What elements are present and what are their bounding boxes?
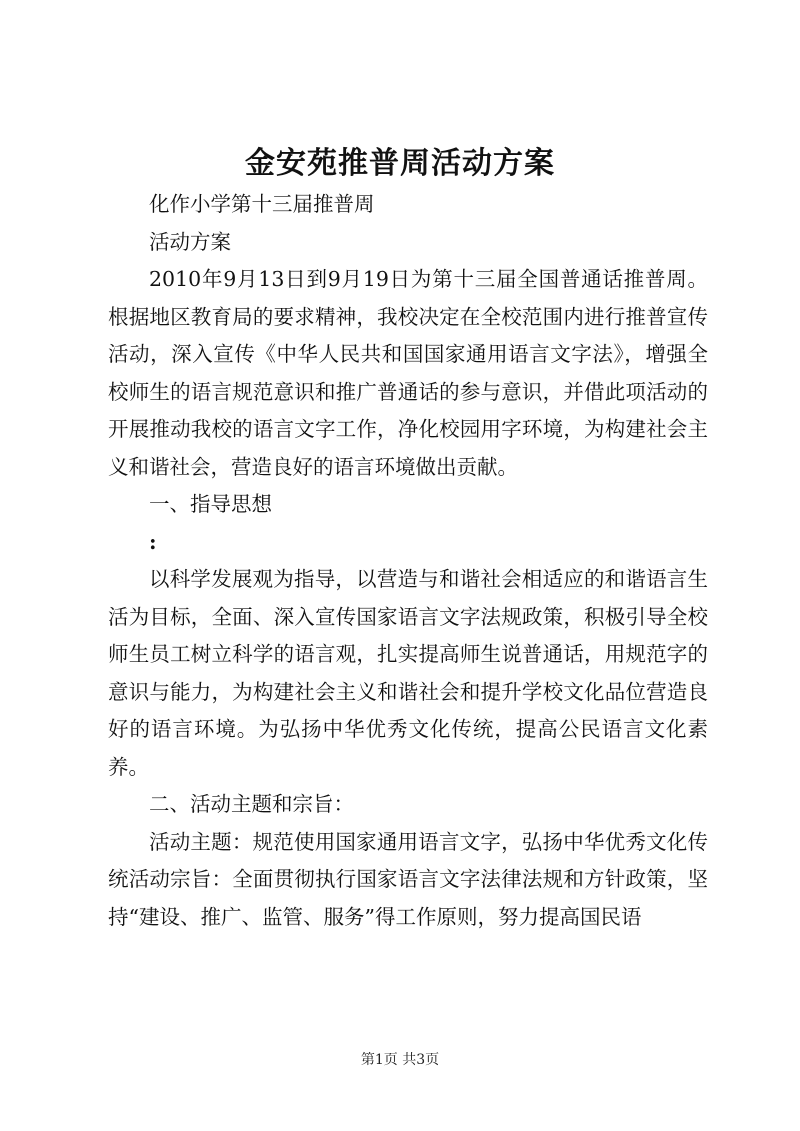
paragraph-guiding-ideology: 以科学发展观为指导，以营造与和谐社会相适应的和谐语言生活为目标，全面、深入宣传国家语言文字法规政策，积极引导全校师生员工树立科学的语言观，扎实提高师生说普通话，用规范字的意识与能力，为构建社会主义和谐社会和提升学校文化品位营造良好的语言环境。为弘扬中华优秀文化传统，提高公民语言文化素养。	[108, 567, 708, 779]
paragraph-colon: :	[149, 529, 157, 554]
paragraph-theme-purpose: 活动主题：规范使用国家通用语言文字，弘扬中华优秀文化传统活动宗旨：全面贯彻执行国家语言文字法律法规和方针政策，坚持“建设、推广、监管、服务”得工作原则，努力提高国民语	[108, 829, 708, 929]
page-footer: 第1页 共3页	[360, 1052, 440, 1068]
paragraph-intro: 2010年9月13日到9月19日为第十三届全国普通话推普周。根据地区教育局的要求精神，我校决定在全校范围内进行推普宣传活动，深入宣传《中华人民共和国国家通用语言文字法》，增强全校师生的语言规范意识和推广普通话的参与意识，并借此项活动的开展推动我校的语言文字工作，净化校园用字环境，为构建社会主义和谐社会，营造良好的语言环境做出贡献。	[108, 267, 708, 479]
document-title: 金安苑推普周活动方案	[245, 146, 555, 181]
paragraph-plan-label: 活动方案	[149, 229, 231, 254]
document-body	[108, 186, 708, 936]
section-heading-guiding-ideology: 一、指导思想	[149, 492, 272, 516]
section-heading-theme-purpose: 二、活动主题和宗旨：	[149, 792, 354, 816]
paragraph-school-name: 化作小学第十三届推普周	[149, 192, 375, 216]
